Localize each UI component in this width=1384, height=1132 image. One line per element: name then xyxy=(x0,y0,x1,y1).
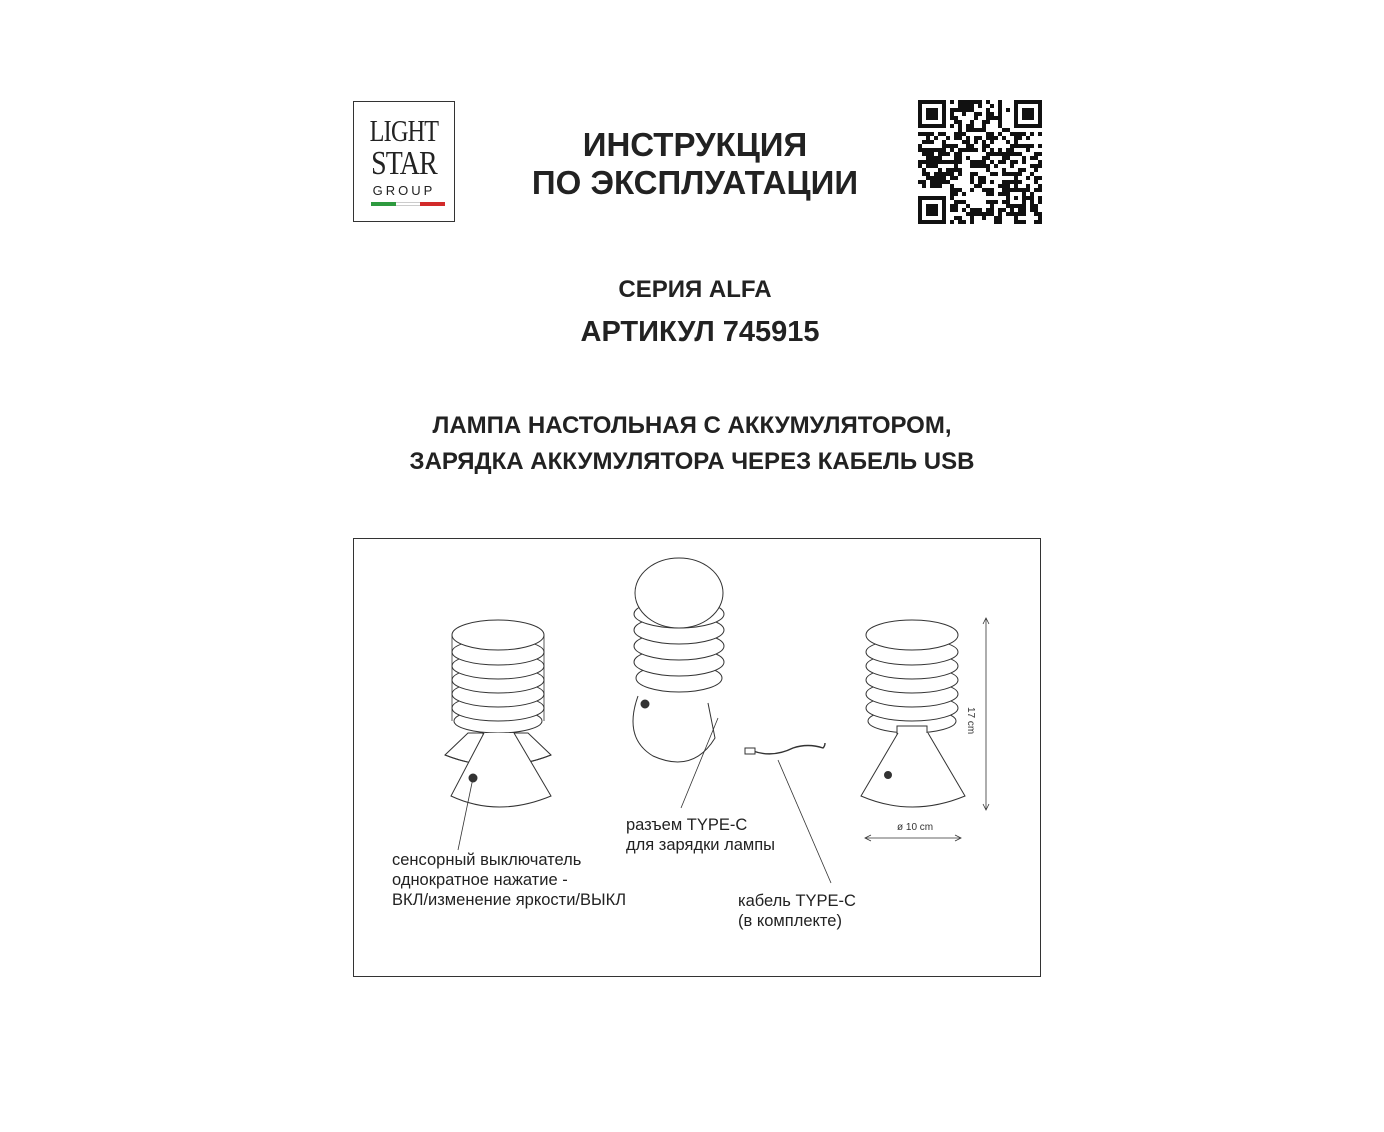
switch-caption-line-2: однократное нажатие - xyxy=(392,871,568,889)
port-caption-line-1: разъем TYPE-C xyxy=(626,816,748,834)
description-line-2: ЗАРЯДКА АККУМУЛЯТОРА ЧЕРЕЗ КАБЕЛЬ USB xyxy=(409,448,975,475)
port-caption-line-2: для зарядки лампы xyxy=(626,836,776,854)
title-line-2: ПО ЭКСПЛУАТАЦИИ xyxy=(531,164,859,201)
logo-text-light: LIGHT xyxy=(369,113,439,148)
product-description xyxy=(300,408,1084,480)
touch-switch-dot-3 xyxy=(885,772,892,779)
lamp-diagram xyxy=(353,538,1041,977)
lamp-tilted-view xyxy=(633,558,724,808)
touch-switch-dot-2 xyxy=(641,700,649,708)
port-caption xyxy=(626,815,775,855)
lamp-front-view xyxy=(445,620,551,850)
brand-logo xyxy=(353,101,455,222)
logo-text-star: STAR xyxy=(371,145,437,182)
switch-caption xyxy=(392,850,626,910)
logo-text-group: GROUP xyxy=(372,183,436,198)
diameter-label: ø 10 cm xyxy=(897,822,934,833)
switch-caption-line-3: ВКЛ/изменение яркости/ВЫКЛ xyxy=(392,891,627,909)
height-label: 17 cm xyxy=(965,707,976,735)
series-label: СЕРИЯ ALFA xyxy=(618,276,772,303)
cable-caption-line-1: кабель TYPE-C xyxy=(738,892,856,910)
title-line-1: ИНСТРУКЦИЯ xyxy=(582,126,808,163)
page-title xyxy=(500,126,890,202)
switch-caption-line-1: сенсорный выключатель xyxy=(392,851,582,869)
usb-cable xyxy=(745,743,831,883)
article-number: АРТИКУЛ 745915 xyxy=(580,316,820,348)
description-line-1: ЛАМПА НАСТОЛЬНАЯ С АККУМУЛЯТОРОМ, xyxy=(432,412,952,439)
cable-caption-line-2: (в комплекте) xyxy=(738,912,842,930)
italian-flag-stripe xyxy=(371,202,445,206)
qr-code-icon xyxy=(918,100,1042,224)
cable-caption xyxy=(738,891,856,931)
